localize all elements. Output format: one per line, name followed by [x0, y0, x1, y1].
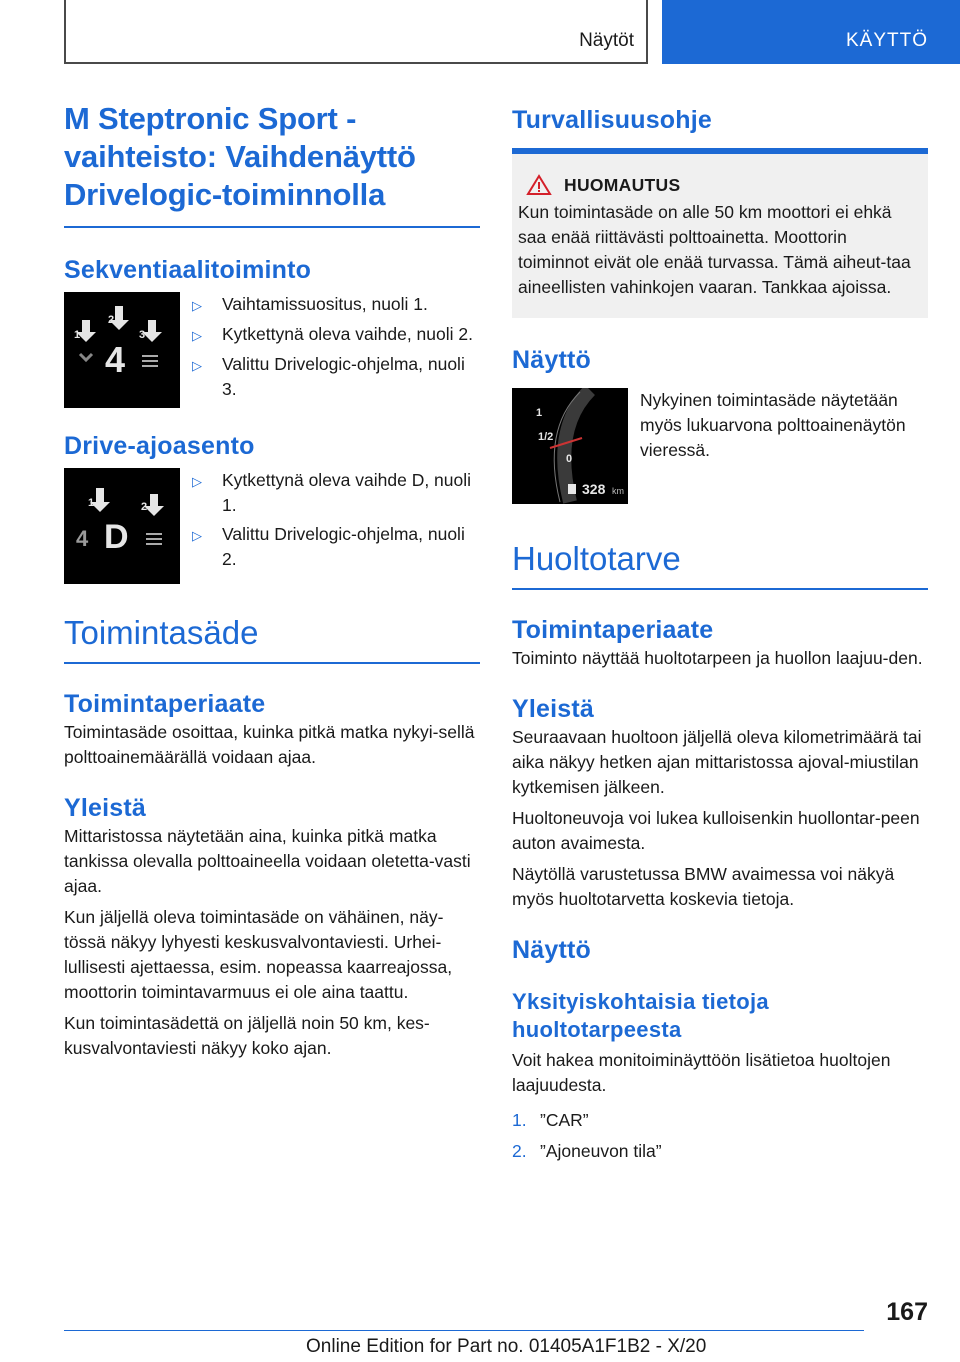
page-title: M Steptronic Sport -vaihteisto: Vaihdenäyttö Drivelogic-toiminnolla — [64, 101, 416, 212]
seq-down-chevron-icon — [80, 354, 92, 360]
seq-arrow-2-label: 2 — [108, 314, 115, 326]
drive-figure-row — [64, 468, 480, 584]
service-principle-text: Toiminto näyttää huoltotarpeen ja huollon laajuu-den. — [512, 648, 923, 668]
seq-bullet-list — [192, 292, 480, 408]
gauge-mark-empty: 0 — [566, 453, 573, 465]
gauge-mark-full: 1 — [536, 407, 543, 419]
triangle-bullet-icon: ▷ — [192, 298, 202, 313]
drive-bullet-list — [192, 468, 480, 584]
drive-prev-gear-label: 4 — [76, 526, 89, 551]
drive-heading: Drive-ajoasento — [64, 432, 255, 460]
seq-arrow-1-label: 1 — [74, 329, 81, 341]
service-general-heading: Yleistä — [512, 695, 595, 723]
service-steps-list — [512, 1108, 928, 1164]
triangle-bullet-icon: ▷ — [192, 474, 202, 489]
list-item: ▷ Vaihtamissuositus, nuoli 1. — [192, 292, 480, 318]
header-chapter-label: KÄYTTÖ — [845, 30, 928, 51]
seq-heading: Sekventiaalitoiminto — [64, 256, 312, 284]
service-display-heading: Näyttö — [512, 936, 591, 964]
warning-header — [526, 174, 922, 196]
drive-gear-display-image — [64, 468, 180, 584]
list-item: ▷ Kytkettynä oleva vaihde D, nuoli 1. — [192, 468, 480, 518]
list-item: ▷ Valittu Drivelogic-ohjelma, nuoli 3. — [192, 352, 480, 402]
header-section-tab — [64, 0, 648, 64]
warning-box — [512, 148, 928, 318]
seq-figure-row — [64, 292, 480, 408]
list-item: ▷ Valittu Drivelogic-ohjelma, nuoli 2. — [192, 522, 480, 572]
service-general-p2: Huoltoneuvoja voi lukea kulloisenkin huollontar-peen auton avaimesta. — [512, 808, 920, 853]
display-figure-row — [512, 388, 928, 504]
display-heading: Näyttö — [512, 346, 591, 374]
triangle-bullet-icon: ▷ — [192, 528, 202, 543]
range-general-p1: Mittaristossa näytetään aina, kuinka pitkä matka tankissa olevalla polttoaineella voidaan oletetta-vasti ajaa. — [64, 826, 471, 896]
seq-gear-label: 4 — [105, 339, 126, 380]
seq-gear-display-image — [64, 292, 180, 408]
service-principle-heading: Toimintaperiaate — [512, 616, 714, 644]
gauge-range-unit: km — [612, 486, 624, 496]
fuel-gauge-image — [512, 388, 628, 504]
footer-rule — [64, 1330, 864, 1331]
range-rule — [64, 662, 480, 664]
right-column — [512, 100, 928, 1170]
gauge-range-value: 328 — [582, 481, 606, 497]
fuel-pump-icon — [568, 484, 576, 494]
header-section-label: Näytöt — [579, 30, 634, 51]
drive-program-bars-icon — [146, 534, 162, 544]
service-section-title: Huoltotarve — [512, 540, 681, 577]
service-detail-heading: Yksityiskohtaisia tietoja huoltotarpeesta — [512, 989, 769, 1042]
range-principle-text: Toimintasäde osoittaa, kuinka pitkä matka nykyi-sellä polttoainemäärällä voidaan ajaa. — [64, 722, 475, 767]
service-detail-text: Voit hakea monitoiminäyttöön lisätietoa huoltojen laajuudesta. — [512, 1050, 891, 1095]
header-chapter-tab — [662, 0, 960, 64]
warning-title: HUOMAUTUS — [564, 174, 681, 195]
title-rule — [64, 226, 480, 228]
drive-gear-label: D — [104, 518, 129, 556]
left-column — [64, 100, 480, 1061]
triangle-bullet-icon: ▷ — [192, 328, 202, 343]
range-general-p3: Kun toimintasädettä on jäljellä noin 50 km, kes-kusvalvontaviesti näkyy koko ajan. — [64, 1013, 430, 1058]
seq-arrow-3-label: 3 — [139, 329, 146, 341]
list-item: 1. ”CAR” — [512, 1110, 589, 1130]
range-section-title: Toimintasäde — [64, 614, 259, 651]
list-item: 2. ”Ajoneuvon tila” — [512, 1141, 662, 1161]
safety-heading: Turvallisuusohje — [512, 106, 713, 134]
range-principle-heading: Toimintaperiaate — [64, 690, 266, 718]
page-number: 167 — [886, 1298, 928, 1326]
warning-triangle-icon — [526, 174, 552, 196]
range-general-heading: Yleistä — [64, 794, 147, 822]
triangle-bullet-icon: ▷ — [192, 358, 202, 373]
range-general-p2: Kun jäljellä oleva toimintasäde on vähäinen, näy-tössä näkyy lyhyesti keskusvalvontaviesti. Urhei-lullisesti ajettaessa, esim. nopeassa kaarreajossa, moottorin toimintavarmuus ei ole aina taattu. — [64, 907, 453, 1002]
display-text: Nykyinen toimintasäde näytetään myös lukuarvona polttoainenäytön vieressä. — [640, 390, 906, 460]
list-item: ▷ Kytkettynä oleva vaihde, nuoli 2. — [192, 322, 480, 348]
seq-program-bars-icon — [142, 356, 158, 366]
drive-arrow-1-label: 1 — [88, 497, 95, 509]
service-rule — [512, 588, 928, 590]
service-general-p1: Seuraavaan huoltoon jäljellä oleva kilometrimäärä tai aika näkyy hetken ajan mittaristossa ajoval-miustilan kytkemisen jälkeen. — [512, 727, 922, 797]
service-general-p3: Näytöllä varustetussa BMW avaimessa voi näkyä myös huoltotarvetta koskevia tietoja. — [512, 864, 895, 909]
gauge-mark-half: 1/2 — [538, 431, 554, 443]
drive-arrow-2-label: 2 — [141, 501, 148, 513]
warning-text: Kun toimintasäde on alle 50 km moottori ei ehkä saa enää riittävästi polttoainetta. Moottorin toiminnot eivät ole enää turvassa. Tämä aiheut-taa aineellisten vahinkojen vaaran. Tankkaa ajoissa. — [518, 202, 911, 297]
footer-edition: Online Edition for Part no. 01405A1F1B2 - X/20 — [306, 1336, 707, 1357]
